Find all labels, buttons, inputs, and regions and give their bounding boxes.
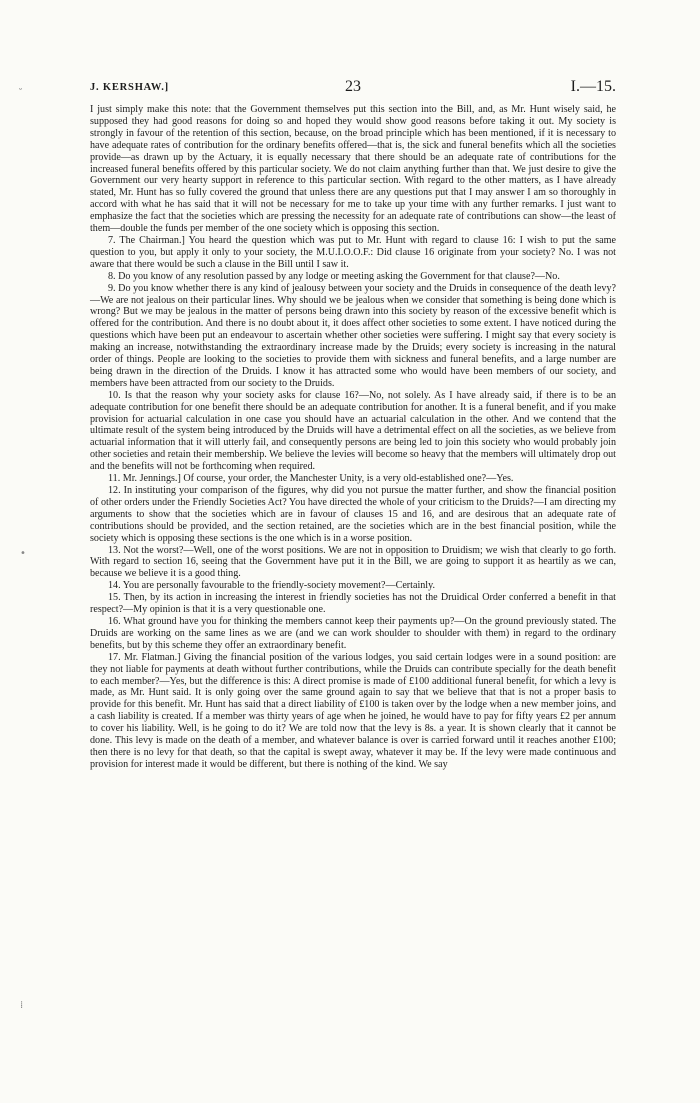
margin-tick-bottom: ⁞ bbox=[20, 1000, 24, 1011]
margin-tick-middle: • bbox=[20, 548, 26, 559]
page-number: 23 bbox=[345, 78, 361, 95]
paragraph-q10: 10. Is that the reason why your society asks for clause 16?—No, not solely. As I have already said, if there is to be an adequate contribution for one benefit there should be an adequate contribution for another. It is a funeral benefit, and if you make provision for actuarial calculation in one case you should have an actuarial calculation in the other. And we contend that the ultimate result of the system being introduced by the Druids will have a detrimental effect on all the societies, as we believe from actuarial information that it will utterly fail, and consequently persons are being led to join this society who would probably join other societies and retain their membership. We believe the levies will become so heavy that the members will ultimately drop out and the benefits will not be forthcoming when required. bbox=[90, 389, 616, 473]
document-page bbox=[90, 78, 616, 771]
paragraph-q15: 15. Then, by its action in increasing the interest in friendly societies has not the Druidical Order conferred a benefit in that respect?—My opinion is that it is a very questionable one. bbox=[90, 592, 616, 616]
witness-name: J. KERSHAW.] bbox=[90, 82, 169, 93]
paragraph-q17: 17. Mr. Flatman.] Giving the financial position of the various lodges, you said certain lodges were in a sound position: are they not liable for payments at death without further contributions, while the Druids can contribute specially for the death benefit to each member?—Yes, but the difference is this: A direct promise is made of £100 additional funeral benefit, for which a levy is made, as Mr. Hunt said. It is only going over the same ground again to say that we believe that that is not a proper basis to provide for this benefit. Mr. Hunt has said that a direct liability of £100 is taken over by the lodge when a new member joins, and a cash liability is created. If a member was thirty years of age when he joined, he would have to pay for fifty years £2 per annum to cover his liability. Well, is he going to do it? We are told now that the levy is 8s. a year. It is shown clearly that it cannot be done. This levy is made on the death of a member, and whatever balance is over is carried forward until it reaches another £100; then there is no levy for that death, so that the capital is swept away, whatever it may be. If the levy were made continuous and provision for interest made it would be different, but there is nothing of the kind. We say bbox=[90, 651, 616, 770]
paragraph-q13: 13. Not the worst?—Well, one of the worst positions. We are not in opposition to Druidism; we wish that clearly to go forth. With regard to section 16, seeing that the Government have put it in the Bill, we are going to support it as heartily as we can, because we believe it is a good thing. bbox=[90, 544, 616, 580]
paragraph-q11: 11. Mr. Jennings.] Of course, your order, the Manchester Unity, is a very old-established one?—Yes. bbox=[108, 473, 514, 485]
paragraph-q14: 14. You are personally favourable to the friendly-society movement?—Certainly. bbox=[108, 580, 436, 592]
paragraph-q8: 8. Do you know of any resolution passed by any lodge or meeting asking the Government for that clause?—No. bbox=[108, 270, 560, 282]
page-header bbox=[90, 78, 616, 104]
paragraph-q16: 16. What ground have you for thinking the members cannot keep their payments up?—On the ground previously stated. The Druids are working on the same lines as we are (and we can work shoulder to shoulder with them) in regard to the ordinary benefits, but by this scheme they offer an extraordinary benefit. bbox=[90, 615, 616, 651]
evidence-body bbox=[90, 104, 616, 771]
margin-tick-top: ˘ bbox=[18, 88, 23, 99]
paragraph-intro: I just simply make this note: that the Government themselves put this section into the Bill, and, as Mr. Hunt wisely said, he supposed they had good reasons for doing so and hoped they would show good reasons before taking it out. My society is strongly in favour of the retention of this section, because, on the broad principle which has been mentioned, if it is necessary to have adequate rates of contribution for the ordinary benefits offered—that is, the sick and funeral benefits which all the societies provide—as drawn up by the Actuary, it is equally necessary that there should be an adequate rate of contributions for the increased funeral benefits offered by this particular society. We do not claim anything further than that. We just desire to give the Government our very hearty support in reference to this particular section. With regard to the other matters, as I have already stated, Mr. Hunt has so fully covered the ground that unless there are any questions put that I may answer I am so thoroughly in accord with what he has said that it will not be necessary for me to take up your time with any further remarks. I just want to emphasize the fact that the societies which are pressing the necessity for an adequate rate of contributions can show—the least of them—double the funds per member of the one society which is opposing this section. bbox=[90, 104, 616, 235]
document-reference: I.—15. bbox=[570, 78, 616, 95]
paragraph-q7: 7. The Chairman.] You heard the question which was put to Mr. Hunt with regard to clause 16: I wish to put the same question to you, but apply it only to your society, the M.U.I.O.O.F.: Did clause 16 originate from your society? No. I was not aware that there would be such a clause in the Bill until I saw it. bbox=[90, 234, 616, 270]
paragraph-q12: 12. In instituting your comparison of the figures, why did you not pursue the matter further, and show the financial position of other orders under the Friendly Societies Act? You have directed the whole of your criticism to the Druids?—I am directing my arguments to show that the societies which are in favour of clauses 15 and 16, and are desirous that an adequate rate of contributions should be provided, and the section retained, are the societies which are in the best financial position, while the society which is opposing these sections is the one which is in a worse position. bbox=[90, 485, 616, 544]
paragraph-q9: 9. Do you know whether there is any kind of jealousy between your society and the Druids in consequence of the death levy?—We are not jealous on their particular lines. Why should we be jealous when we consider that something is being done which is wrong? But we may be jealous in the matter of persons being drawn into this society by reason of the excessive benefit which is offered for the contribution. And there is no doubt about it, it does affect other societies to some extent. I have noticed during the questions which have been put an endeavour to ascertain whether other societies were suffering. I might say that every society is making an increase, notwithstanding the extraordinary increase made by the Druids; every society is increasing in the natural order of things. People are looking to the societies to provide them with sickness and funeral benefits, and a large number are being drawn in the direction of the Druids. I know it has attracted some who would have been members of our society, and members have been attracted from our society to the Druids. bbox=[90, 282, 616, 389]
